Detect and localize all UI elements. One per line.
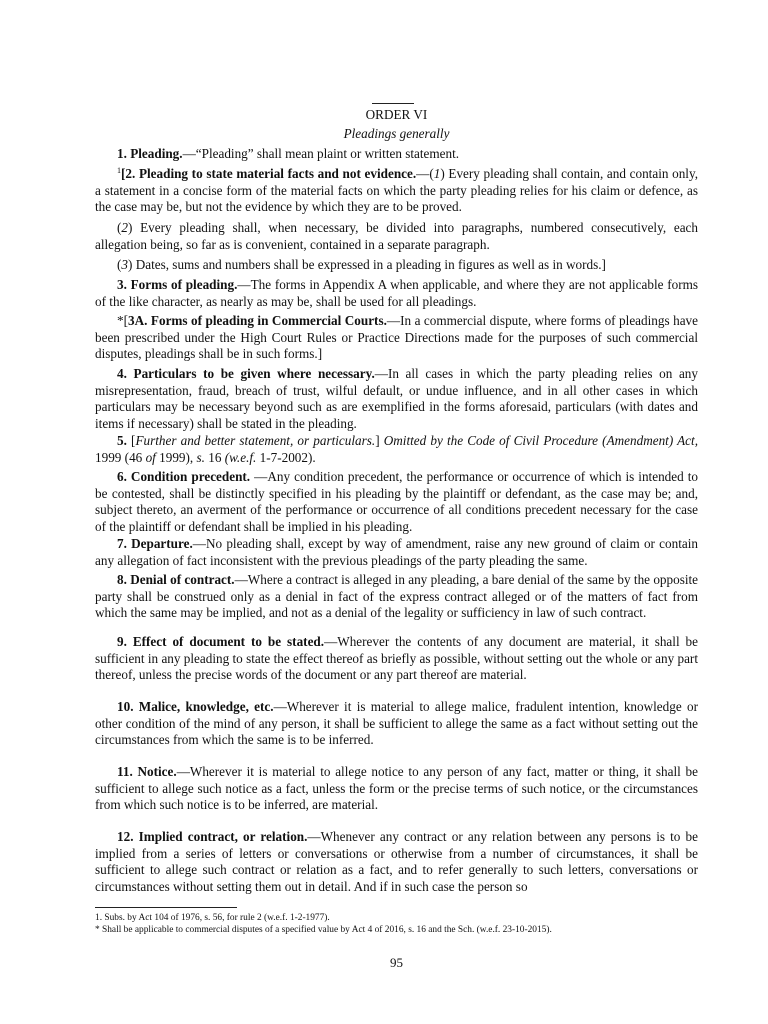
rule-2-sub-3: (3) Dates, sums and numbers shall be expressed in a pleading in figures as well as in words.] [117, 257, 606, 272]
document-page [95, 0, 698, 1024]
rule-3: 3. Forms of pleading.—The forms in Appendix A when applicable, and where they are not applicable forms of the like character, as nearly as may be, shall be used for all pleadings. [95, 277, 698, 309]
rule-4: 4. Particulars to be given where necessary.—In all cases in which the party pleading relies on any misrepresentation, fraud, breach of trust, wilful default, or undue influence, and in all other cases in which particulars may be necessary beyond such as are exemplified in the forms aforesaid, particulars (with dates and items if necessary) shall be stated in the pleading. [95, 366, 698, 431]
footnote-1: 1. Subs. by Act 104 of 1976, s. 56, for rule 2 (w.e.f. 1-2-1977). [95, 913, 330, 923]
page-number: 95 [390, 955, 403, 970]
rule-2-sub-2: (2) Every pleading shall, when necessary, be divided into paragraphs, numbered consecutively, each allegation being, so far as is convenient, contained in a separate paragraph. [95, 220, 698, 252]
footnote-ref-1: 1 [117, 166, 121, 175]
order-title: ORDER VI [365, 107, 428, 122]
order-subtitle: Pleadings generally [343, 126, 450, 141]
rule-11: 11. Notice.—Wherever it is material to allege notice to any person of any fact, matter or thing, it shall be sufficient to allege such notice as a fact, unless the form or the precise terms of such notice, or the circumstances from which such notice is to be inferred, are material. [95, 764, 698, 812]
rule-9: 9. Effect of document to be stated.—Wherever the contents of any document are material, it shall be sufficient in any pleading to state the effect thereof as briefly as possible, without setting out the whole or any part thereof, unless the precise words of the document or any part thereof are material. [95, 634, 699, 682]
rule-8: 8. Denial of contract.—Where a contract is alleged in any pleading, a bare denial of the same by the opposite party shall be construed only as a denial in fact of the express contract alleged or of the matters of fact from which the same may be implied, and not as a denial of the legality or sufficiency in law of such contract. [95, 572, 699, 620]
footnote-rule [95, 907, 237, 908]
heading-rule [372, 103, 414, 104]
footnote-2: * Shall be applicable to commercial disputes of a specified value by Act 4 of 2016, s. 16 and the Sch. (w.e.f. 23-10-2015). [95, 925, 552, 935]
rule-5: 5. [Further and better statement, or particulars.] Omitted by the Code of Civil Procedure (Amendment) Act, 1999 (46 of 1999), s. 16 (w.e.f. 1-7-2002). [95, 433, 698, 465]
rule-6: 6. Condition precedent. —Any condition precedent, the performance or occurrence of which is intended to be contested, shall be distinctly specified in his pleading by the plaintiff or defendant, as the case may be; and, subject thereto, an averment of the performance or occurrence of all conditions precedent necessary for the case of the plaintiff or defendant shall be implied in his pleading. [95, 469, 699, 534]
rule-7: 7. Departure.—No pleading shall, except by way of amendment, raise any new ground of claim or contain any allegation of fact inconsistent with the previous pleadings of the party pleading the same. [95, 536, 698, 568]
rule-12: 12. Implied contract, or relation.—Whenever any contract or any relation between any persons is to be implied from a series of letters or conversations or otherwise from a number of circumstances, it shall be sufficient to allege such contract or relation as a fact, and to refer generally to such letters, conversations or circumstances without setting them out in detail. And if in such case the person so [95, 829, 698, 894]
rule-10: 10. Malice, knowledge, etc.—Wherever it is material to allege malice, fradulent intention, knowledge or other condition of the mind of any person, it shall be sufficient to allege the same as a fact without setting out the circumstances from which the same is to be inferred. [95, 699, 698, 747]
rule-3a: *[3A. Forms of pleading in Commercial Courts.—In a commercial dispute, where forms of pleadings have been prescribed under the High Court Rules or Practice Directions made for the purposes of such commercial disputes, pleadings shall be in such forms.] [95, 313, 698, 361]
rule-2: $^1$[2. Pleading to state material facts and not evidence.—(1) Every pleading shall contain, and contain only, a statement in a concise form of the material facts on which the party pleading relies for his claim or defence, as the case may be, but not the evidence by which they are to be proved. [95, 166, 698, 214]
rule-1: 1. Pleading.—“Pleading” shall mean plaint or written statement. [117, 146, 460, 161]
